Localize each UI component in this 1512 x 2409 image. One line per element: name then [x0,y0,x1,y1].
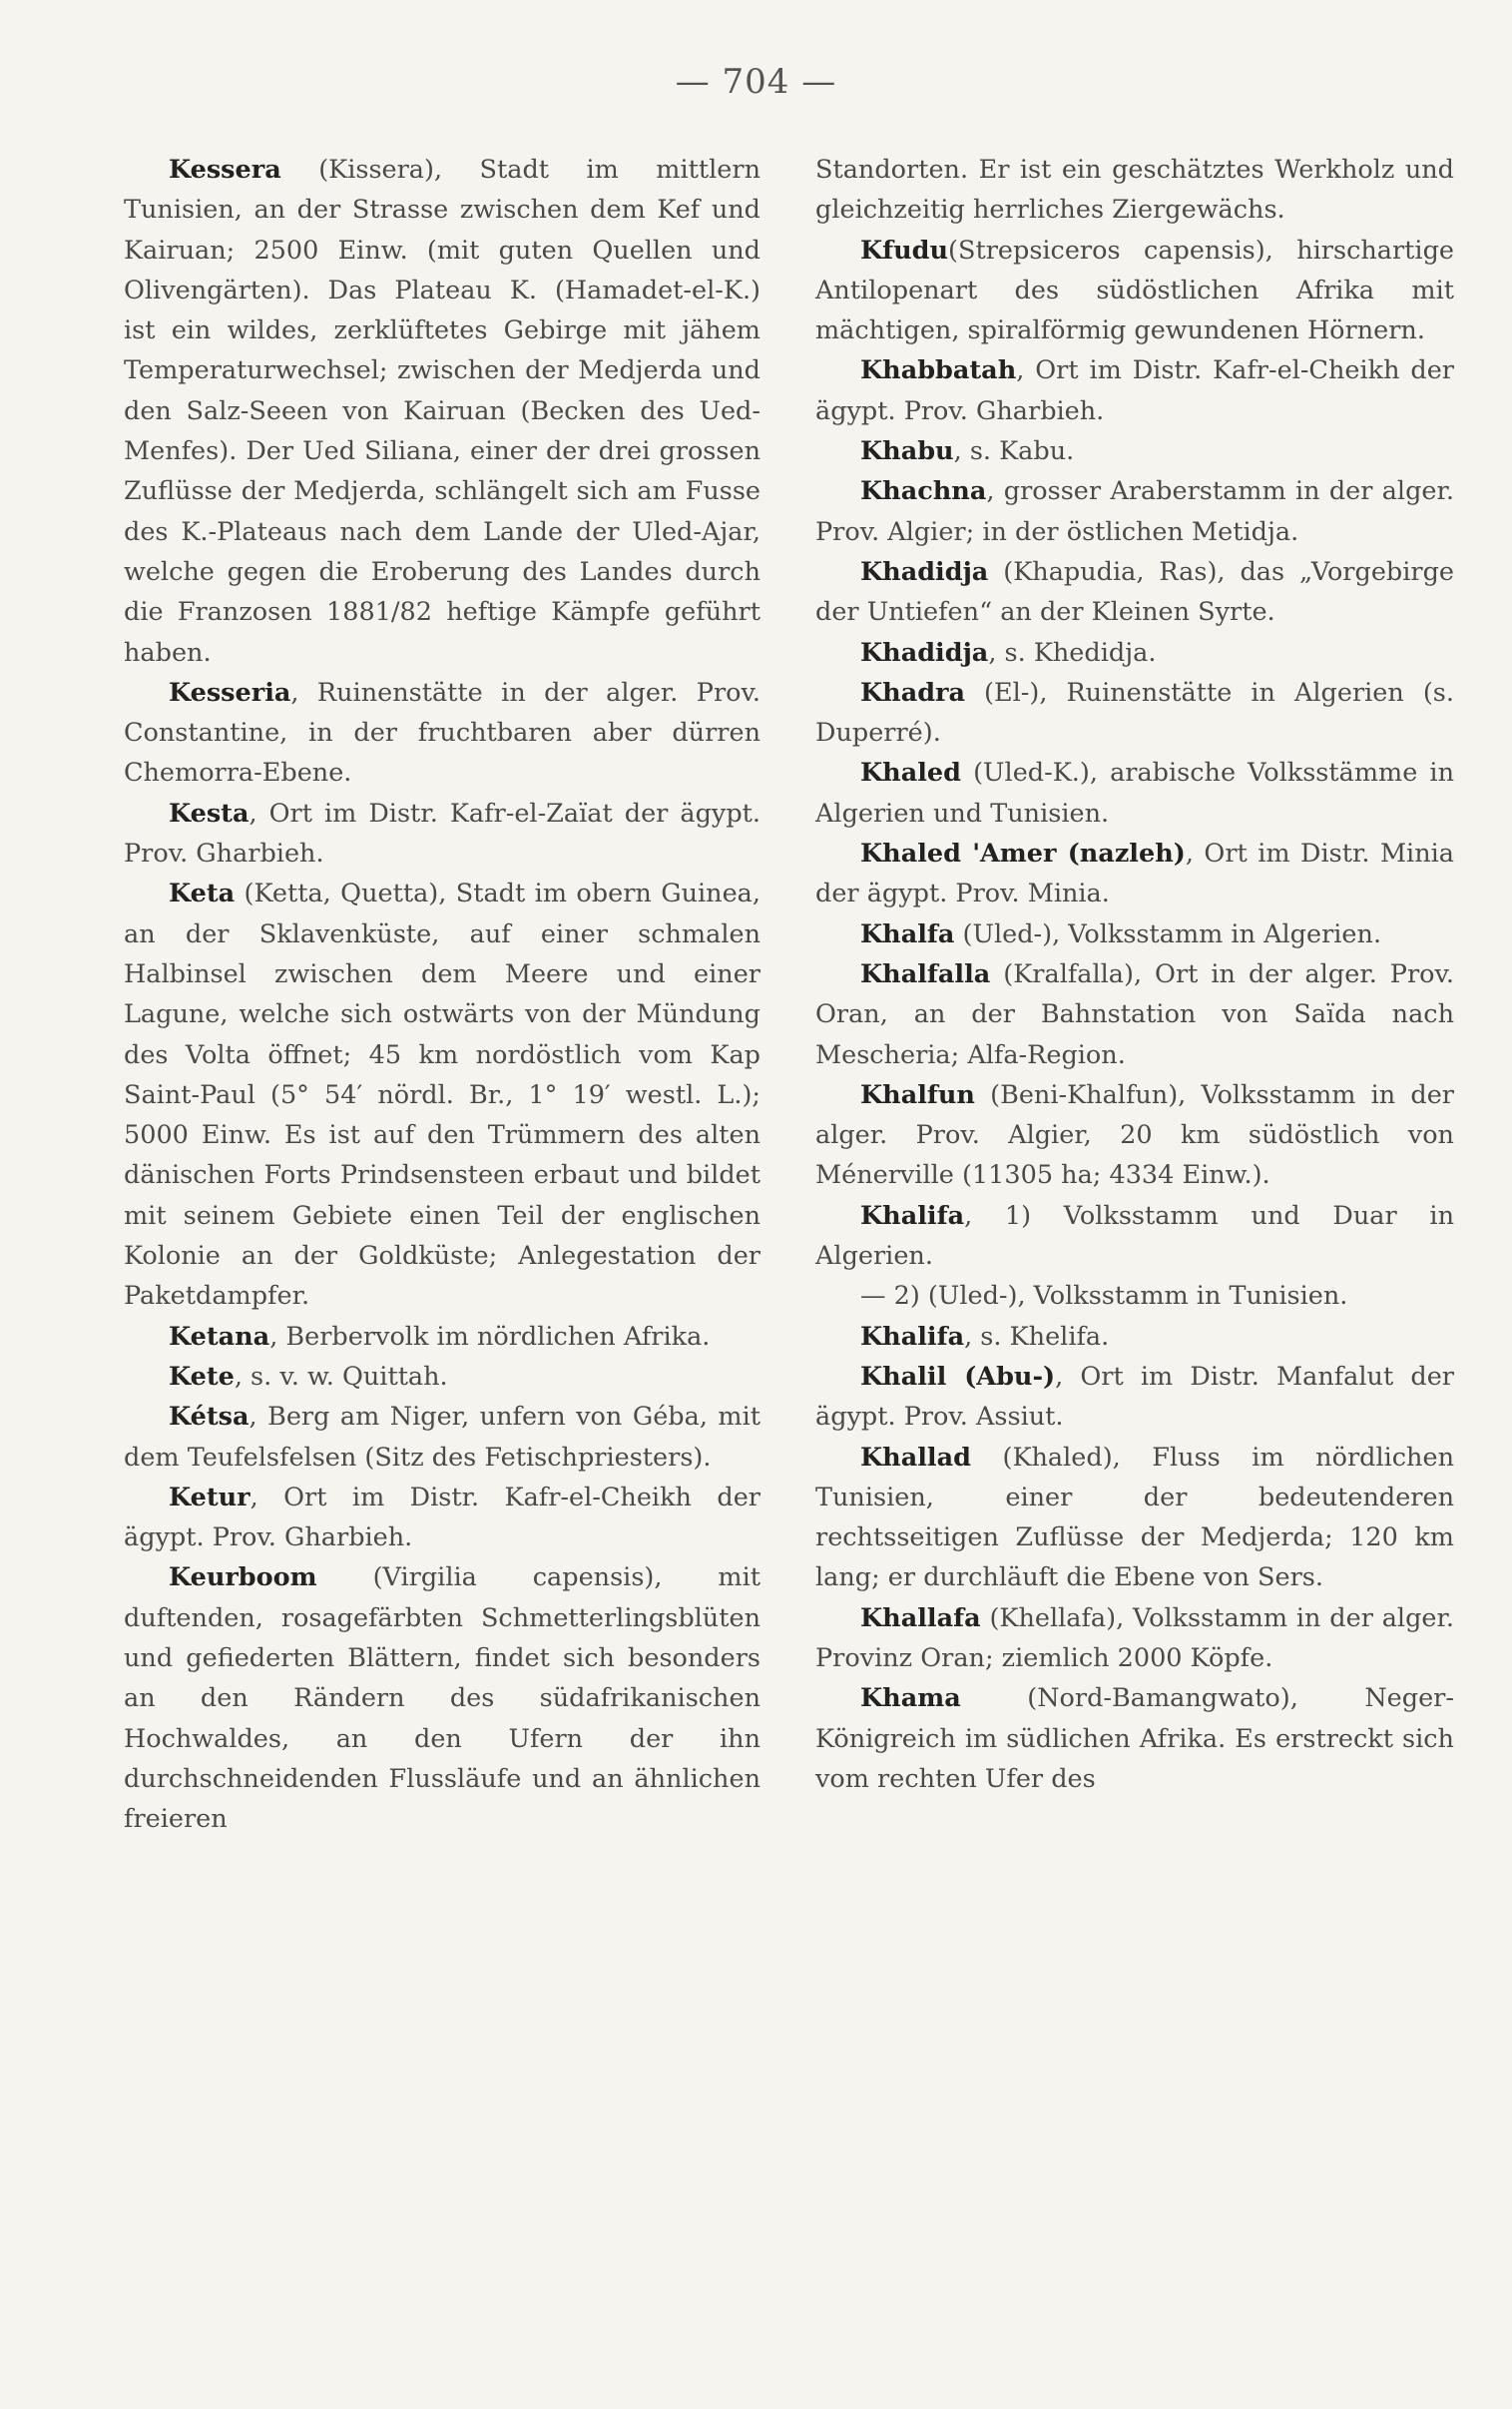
entry-headword: Khaled [860,758,961,789]
entry-text: , s. Kabu. [953,436,1075,467]
left-column [124,150,760,1839]
dictionary-entry [124,794,760,875]
entry-headword: Kesta [169,798,250,829]
dictionary-entry [815,633,1454,673]
entry-headword: Khadidja [860,637,989,668]
entry-headword: Ketur [169,1482,251,1512]
right-column [815,150,1454,1799]
entry-headword: Kessera [169,155,281,185]
dictionary-entry [124,1357,760,1397]
entry-headword: Kete [169,1361,235,1392]
entry-headword: Khachna [860,476,987,507]
entry-text: , Ruinenstätte in der alger. Prov. Constantine, in der fruchtbaren aber dürren Chemorra-Ebene. [124,677,760,789]
entry-text: (Nord-Bamangwato), Neger-Königreich im südlichen Afrika. Es erstreckt sich vom rechten Ufer des [815,1683,1454,1794]
dictionary-entry [124,1397,760,1478]
dictionary-entry [815,1075,1454,1196]
entry-headword: Khalfa [860,918,955,949]
entry-headword: Kfudu [860,235,949,266]
entry-headword: Khallafa [860,1602,981,1633]
dictionary-entry [815,350,1454,431]
entry-headword: Khalfun [860,1079,975,1110]
entry-text: , s. v. w. Quittah. [234,1361,448,1392]
dictionary-entry [124,1557,760,1839]
dictionary-entry [815,914,1454,954]
entry-text: (Uled-), Volksstamm in Algerien. [954,918,1382,949]
entry-text: , Ort im Distr. Kafr-el-Cheikh der ägypt. Prov. Gharbieh. [124,1482,760,1553]
entry-text: (Kissera), Stadt im mittlern Tunisien, an der Strasse zwischen dem Kef und Kairuan; 2500 Einw. (mit guten Quellen und Olivengärten). Das Plateau K. (Hamadet-el-K.) ist ein wildes, zerklüftetes Gebirge mit jähem Temperaturwechsel; zwischen der Medjerda und den Salz-Seeen von Kairuan (Becken des Ued-Menfes). Der Ued Siliana, einer der drei grossen Zuflüsse der Medjerda, schlängelt sich am Fusse des K.-Plateaus nach dem Lande der Uled-Ajar, welche gegen die Eroberung des Landes durch die Franzosen 1881/82 heftige Kämpfe geführt haben. [124,155,760,668]
dictionary-entry [815,1357,1454,1438]
dictionary-entry [815,673,1454,754]
entry-headword: Khabu [860,436,954,467]
entry-text: , Berbervolk im nördlichen Afrika. [269,1321,711,1352]
entry-text: , s. Khedidja. [988,637,1157,668]
dictionary-entry [815,150,1454,231]
entry-text: , Ort im Distr. Kafr-el-Cheikh der ägypt. Prov. Gharbieh. [815,355,1454,426]
dictionary-entry [815,1196,1454,1277]
entry-headword: Khaled 'Amer (nazleh) [860,839,1186,870]
dictionary-entry [124,874,760,1316]
entry-headword: Khalfalla [860,958,991,989]
entry-headword: Khalifa [860,1200,965,1231]
entry-text: (Khapudia, Ras), das „Vorgebirge der Untiefen“ an der Kleinen Syrte. [815,556,1454,628]
dictionary-entry [815,1438,1454,1598]
entry-text: (El-), Ruinenstätte in Algerien (s. Duperré). [815,677,1454,749]
dictionary-entry [815,954,1454,1075]
dictionary-entry [815,552,1454,633]
entry-text: — 2) (Uled-), Volksstamm in Tunisien. [860,1281,1348,1312]
entry-headword: Kesseria [169,677,291,708]
dictionary-entry [815,231,1454,351]
entry-headword: Khallad [860,1442,971,1473]
dictionary-entry [815,1678,1454,1799]
entry-text: Standorten. Er ist ein geschätztes Werkholz und gleichzeitig herrliches Ziergewächs. [815,155,1454,226]
entry-text: (Khaled), Fluss im nördlichen Tunisien, einer der bedeutenderen rechtsseitigen Zuflüsse der Medjerda; 120 km lang; er durchläuft die Ebene von Sers. [815,1442,1454,1593]
dictionary-entry [124,150,760,673]
entry-headword: Keurboom [169,1562,317,1593]
entry-text: , grosser Araberstamm in der alger. Prov. Algier; in der östlichen Metidja. [815,476,1454,547]
entry-text: (Virgilia capensis), mit duftenden, rosagefärbten Schmetterlingsblüten und gefiederten Blättern, findet sich besonders an den Rändern des südafrikanischen Hochwaldes, an den Ufern der ihn durchschneidenden Flussläufe und an ähnlichen freieren [124,1562,760,1835]
entry-headword: Keta [169,879,236,909]
dictionary-entry [124,673,760,794]
entry-headword: Khadidja [860,556,989,587]
dictionary-entry [124,1317,760,1357]
dictionary-entry [815,471,1454,552]
dictionary-entry [815,1317,1454,1357]
entry-text: (Khellafa), Volksstamm in der alger. Provinz Oran; ziemlich 2000 Köpfe. [815,1602,1454,1673]
entry-text: , Ort im Distr. Minia der ägypt. Prov. Minia. [815,839,1454,909]
entry-headword: Khalil (Abu-) [860,1361,1056,1392]
entry-text: (Beni-Khalfun), Volksstamm in der alger. Prov. Algier, 20 km südöstlich von Ménerville (11305 ha; 4334 Einw.). [815,1079,1454,1191]
entry-headword: Khadra [860,677,966,708]
entry-text: , s. Khelifa. [964,1321,1110,1352]
dictionary-entry [815,431,1454,471]
entry-text: , 1) Volksstamm und Duar in Algerien. [815,1200,1454,1272]
dictionary-entry [815,834,1454,914]
entry-text: , Berg am Niger, unfern von Géba, mit dem Teufelsfelsen (Sitz des Fetischpriesters). [124,1402,760,1473]
dictionary-entry [815,1598,1454,1679]
entry-headword: Ketana [169,1321,270,1352]
page-number: — 704 — [675,62,837,102]
entry-headword: Kétsa [169,1402,250,1433]
dictionary-entry [815,753,1454,834]
entry-headword: Khabbatah [860,355,1017,386]
entry-headword: Khama [860,1683,961,1714]
dictionary-entry [815,1276,1454,1316]
entry-text: (Kralfalla), Ort in der alger. Prov. Oran, an der Bahnstation von Saïda nach Mescheria; Alfa-Region. [815,958,1454,1070]
dictionary-entry [124,1478,760,1558]
entry-text: (Ketta, Quetta), Stadt im obern Guinea, an der Sklavenküste, auf einer schmalen Halbinsel zwischen dem Meere und einer Lagune, welche sich ostwärts von der Mündung des Volta öffnet; 45 km nordöstlich vom Kap Saint-Paul (5° 54′ nördl. Br., 1° 19′ westl. L.); 5000 Einw. Es ist auf den Trümmern des alten dänischen Forts Prindsensteen erbaut und bildet mit seinem Gebiete einen Teil der englischen Kolonie an der Goldküste; Anlegestation der Paketdampfer. [124,879,760,1312]
entry-text: , Ort im Distr. Kafr-el-Zaïat der ägypt. Prov. Gharbieh. [124,798,760,870]
entry-text: , Ort im Distr. Manfalut der ägypt. Prov. Assiut. [815,1361,1454,1433]
entry-text: (Strepsiceros capensis), hirschartige Antilopenart des südöstlichen Afrika mit mächtigen, spiralförmig gewundenen Hörnern. [815,235,1454,346]
entry-headword: Khalifa [860,1321,965,1352]
entry-text: (Uled-K.), arabische Volksstämme in Algerien und Tunisien. [815,758,1454,829]
